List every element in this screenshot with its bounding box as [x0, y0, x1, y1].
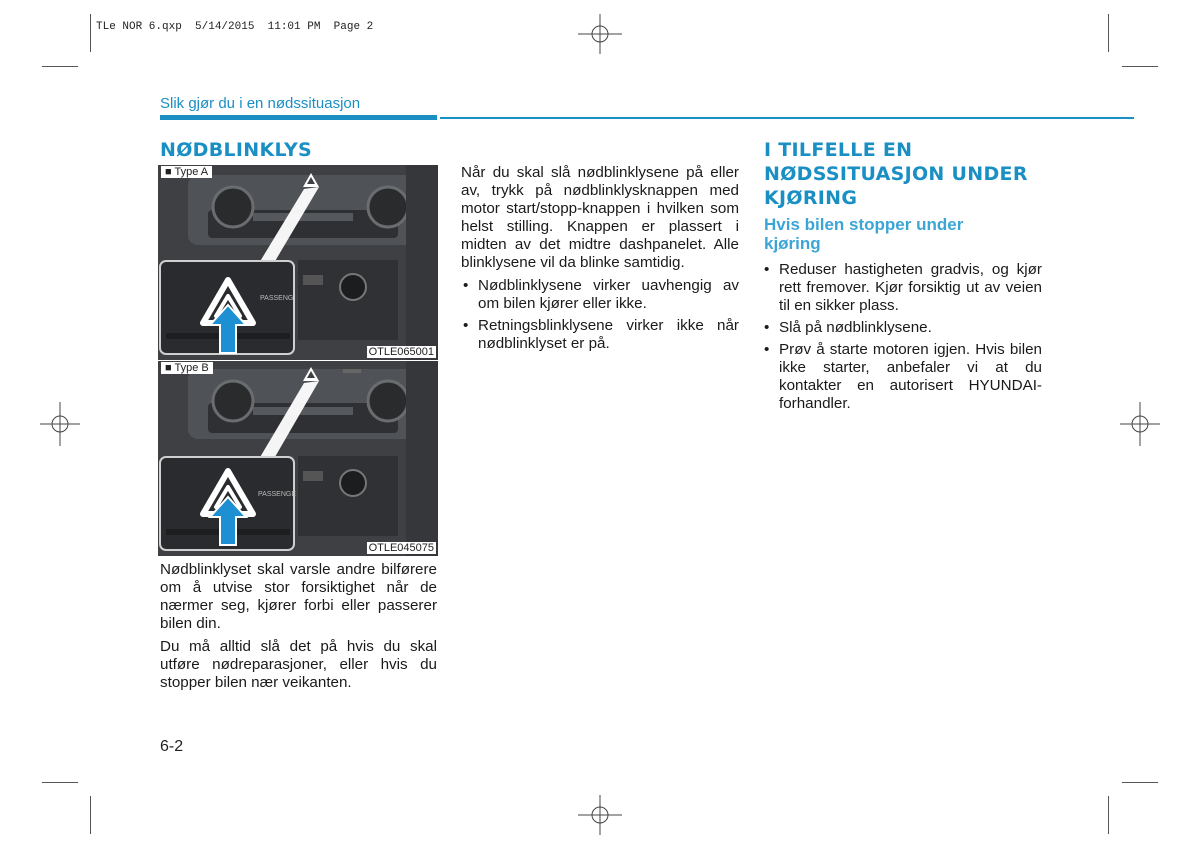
- left-paragraph: Nødblinklyset skal varsle andre bilførere om å utvise stor forsiktighet når de nærmer seg, kjører forbi eller passerer bilen din.: [160, 561, 437, 632]
- middle-bullet-list: [461, 277, 739, 353]
- right-subheading-line: Hvis bilen stopper under: [764, 215, 964, 234]
- right-heading: [764, 138, 1028, 210]
- left-paragraph: Du må alltid slå det på hvis du skal utføre nødreparasjoner, eller hvis du stopper bilen nær veikanten.: [160, 638, 437, 691]
- right-bullets: [762, 261, 1042, 417]
- registration-mark-bottom: [578, 795, 622, 835]
- figure-type-a: [158, 165, 438, 360]
- figure-b-code: OTLE045075: [368, 542, 434, 554]
- right-heading-line: NØDSSITUASJON UNDER: [764, 163, 1028, 185]
- list-item: • Reduser hastigheten gradvis, og kjør rett fremover. Kjør forsiktig ut av veien til en sikker plass.: [762, 261, 1042, 315]
- dashboard-illustration-b: [158, 361, 438, 556]
- left-heading: NØDBLINKLYS: [160, 139, 312, 161]
- right-bullet-list: [762, 261, 1042, 413]
- list-item: • Prøv å starte motoren igjen. Hvis bilen ikke starter, anbefaler vi at du kontakter en autorisert HYUNDAI-forhandler.: [762, 341, 1042, 413]
- right-heading-line: I TILFELLE EN: [764, 139, 913, 161]
- list-item: • Slå på nødblinklysene.: [762, 319, 1042, 337]
- page-number: 6-2: [160, 738, 184, 755]
- right-heading-line: KJØRING: [764, 187, 858, 209]
- middle-body-text: [461, 164, 739, 357]
- passenger-label-a: PASSENG: [260, 295, 294, 302]
- list-item: • Nødblinklysene virker uavhengig av om bilen kjører eller ikke.: [461, 277, 739, 313]
- header-rule-thin: [440, 117, 1134, 119]
- dashboard-illustration-a: [158, 165, 438, 360]
- right-subheading-line: kjøring: [764, 234, 821, 253]
- figure-type-b: [158, 361, 438, 556]
- figure-a-code: OTLE065001: [368, 346, 434, 358]
- print-slug: TLe NOR 6.qxp 5/14/2015 11:01 PM Page 2: [96, 21, 374, 33]
- passenger-label-b: PASSENGE: [258, 491, 296, 498]
- section-label: Slik gjør du i en nødssituasjon: [160, 95, 361, 112]
- middle-paragraph: Når du skal slå nødblinklysene på eller av, trykk på nødblinklysknappen med motor start/stopp-knappen i hvilken som helst stilling. Knappen er plassert i midten av det midtre dashpanelet. Alle blinklysene vil da blinke samtidig.: [461, 164, 739, 271]
- right-subheading: [764, 215, 963, 253]
- figure-a-type-label: ■ Type A: [161, 166, 212, 178]
- left-body-text: [160, 561, 437, 697]
- registration-mark-top: [578, 14, 622, 54]
- header-rule-thick: [160, 115, 437, 120]
- registration-mark-left: [40, 402, 80, 446]
- figure-b-type-label: ■ Type B: [161, 362, 213, 374]
- registration-mark-right: [1120, 402, 1160, 446]
- list-item: • Retningsblinklysene virker ikke når nødblinklyset er på.: [461, 317, 739, 353]
